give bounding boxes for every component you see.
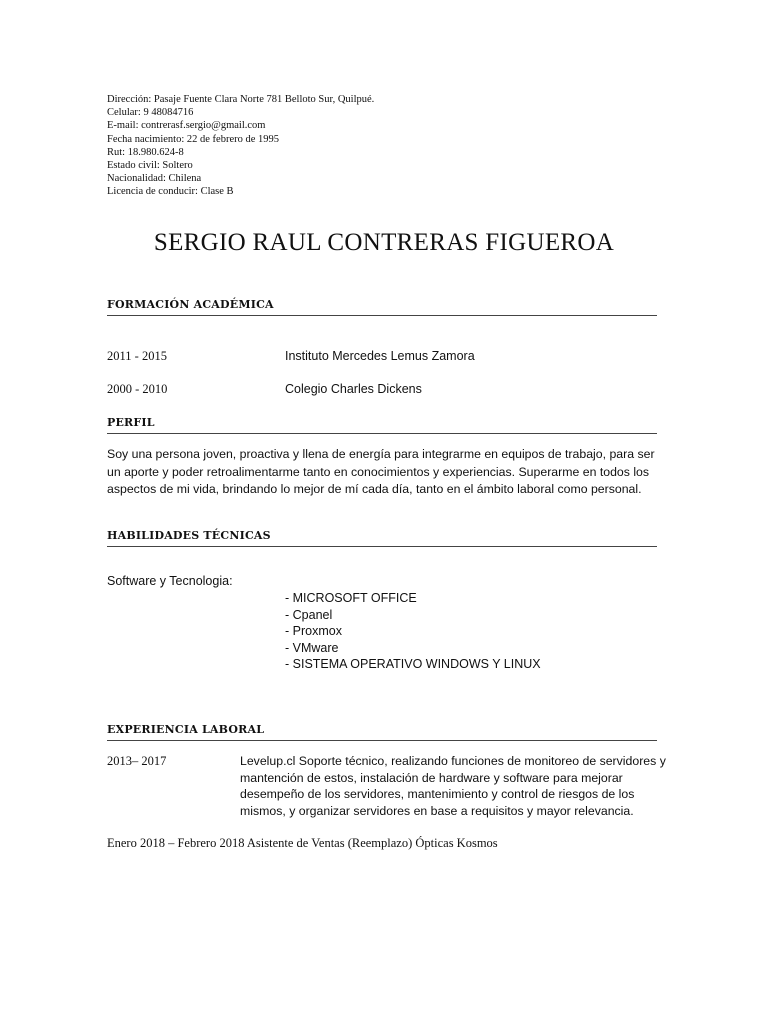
phone-line: Celular: 9 48084716 bbox=[107, 107, 194, 119]
section-heading-perfil bbox=[107, 416, 657, 429]
section-title: FORMACIÓN ACADÉMICA bbox=[107, 298, 274, 311]
civil-status-line: Estado civil: Soltero bbox=[107, 160, 193, 172]
section-title: HABILIDADES TÉCNICAS bbox=[107, 529, 271, 542]
email-line: E-mail: contrerasf.sergio@gmail.com bbox=[107, 120, 266, 132]
skill-item: - VMware bbox=[285, 640, 339, 655]
address-line: Dirección: Pasaje Fuente Clara Norte 781 Belloto Sur, Quilpué. bbox=[107, 94, 375, 105]
section-rule bbox=[107, 546, 657, 547]
rut-line: Rut: 18.980.624-8 bbox=[107, 146, 184, 158]
job-entry: Enero 2018 – Febrero 2018 Asistente de Ventas (Reemplazo) Ópticas Kosmos bbox=[107, 836, 498, 850]
job-description: Levelup.cl Soporte técnico, realizando funciones de monitoreo de servidores y mantención de estos, instalación de hardware y software para mejorar desempeño de los servidores, mantenimiento y control de riesgos de los mismos, y organizar servidores en base a requisitos y mayor relevancia. bbox=[240, 754, 666, 818]
section-heading-experiencia bbox=[107, 723, 657, 736]
section-heading-formacion bbox=[107, 298, 657, 311]
section-rule bbox=[107, 433, 657, 434]
education-years: 2000 - 2010 bbox=[107, 382, 168, 396]
contact-info bbox=[107, 93, 374, 199]
job-years: 2013– 2017 bbox=[107, 754, 167, 768]
education-years: 2011 - 2015 bbox=[107, 349, 167, 363]
section-rule bbox=[107, 315, 657, 316]
section-heading-habilidades bbox=[107, 529, 657, 542]
section-rule bbox=[107, 740, 657, 741]
profile-text: Soy una persona joven, proactiva y llena de energía para integrarme en equipos de trabajo, para ser un aporte y poder retroalimentarme tanto en conocimientos y experiencias. Superarme en todos los aspectos de mi vida, brindando lo mejor de mí cada día, tanto en el ámbito laboral como personal. bbox=[107, 447, 655, 496]
section-title: EXPERIENCIA LABORAL bbox=[107, 723, 265, 736]
candidate-name: SERGIO RAUL CONTRERAS FIGUEROA bbox=[153, 229, 615, 256]
skill-item: - Cpanel bbox=[285, 607, 333, 622]
section-title: PERFIL bbox=[107, 416, 155, 429]
skill-item: - Proxmox bbox=[285, 624, 342, 638]
skill-item: - MICROSOFT OFFICE bbox=[285, 591, 417, 605]
skills-category-label: Software y Tecnologia: bbox=[107, 574, 233, 588]
birthdate-line: Fecha nacimiento: 22 de febrero de 1995 bbox=[107, 133, 280, 145]
skills-list bbox=[285, 590, 541, 673]
education-institution: Colegio Charles Dickens bbox=[285, 382, 422, 396]
skill-item: - SISTEMA OPERATIVO WINDOWS Y LINUX bbox=[285, 657, 541, 671]
education-institution: Instituto Mercedes Lemus Zamora bbox=[285, 349, 475, 363]
nationality-line: Nacionalidad: Chilena bbox=[107, 173, 202, 185]
license-line: Licencia de conducir: Clase B bbox=[107, 186, 234, 198]
